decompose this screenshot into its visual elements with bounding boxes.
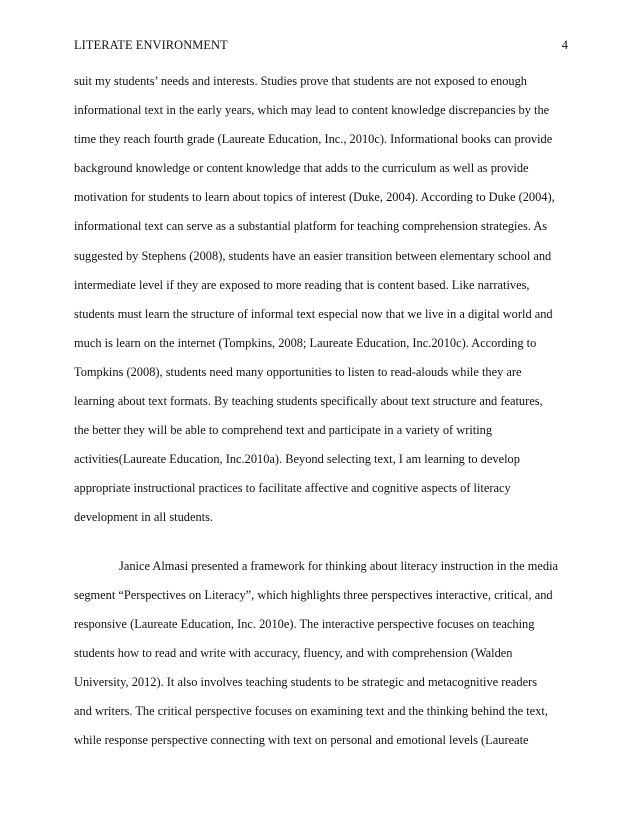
text-line: intermediate level if they are exposed to more reading that is content based. Like narratives, — [74, 277, 530, 292]
running-head: LITERATE ENVIRONMENT — [74, 38, 228, 52]
text-line: time they reach fourth grade (Laureate Education, Inc., 2010c). Informational books can provide — [74, 132, 553, 147]
paragraph-gap — [74, 533, 568, 552]
page-number: 4 — [561, 38, 568, 52]
text-line: students must learn the structure of informal text especial now that we live in a digital world and — [74, 306, 553, 321]
text-line: informational text in the early years, which may lead to content knowledge discrepancies by the — [74, 103, 550, 118]
text-line: and writers. The critical perspective focuses on examining text and the thinking behind the text, — [74, 703, 548, 718]
paragraph-1 — [74, 67, 568, 533]
text-line: learning about text formats. By teaching students specifically about text structure and features, — [74, 394, 543, 409]
text-line: informational text can serve as a substantial platform for teaching comprehension strategies. As — [74, 219, 548, 234]
text-line: background knowledge or content knowledge that adds to the curriculum as well as provide — [74, 161, 529, 176]
text-line: much is learn on the internet (Tompkins, 2008; Laureate Education, Inc.2010c). According to — [74, 335, 537, 350]
text-line: Janice Almasi presented a framework for thinking about literacy instruction in the media — [119, 558, 559, 573]
text-line: while response perspective connecting with text on personal and emotional levels (Laureate — [74, 733, 529, 748]
text-line: development in all students. — [74, 510, 214, 525]
text-line: suggested by Stephens (2008), students have an easier transition between elementary school and — [74, 248, 552, 263]
paragraph-2 — [74, 552, 568, 756]
text-line: responsive (Laureate Education, Inc. 2010e). The interactive perspective focuses on teaching — [74, 616, 535, 631]
page-header — [74, 37, 568, 53]
text-line: the better they will be able to comprehend text and participate in a variety of writing — [74, 423, 493, 438]
text-line: segment “Perspectives on Literacy”, which highlights three perspectives interactive, critical, and — [74, 587, 553, 602]
text-line: University, 2012). It also involves teaching students to be strategic and metacognitive readers — [74, 674, 538, 689]
text-line: activities(Laureate Education, Inc.2010a). Beyond selecting text, I am learning to develop — [74, 452, 520, 467]
text-line: Tompkins (2008), students need many opportunities to listen to read-alouds while they are — [74, 364, 522, 379]
text-line: appropriate instructional practices to facilitate affective and cognitive aspects of literacy — [74, 481, 511, 496]
body-text — [74, 67, 568, 755]
text-line: motivation for students to learn about topics of interest (Duke, 2004). According to Duke (2004), — [74, 190, 555, 205]
text-line: students how to read and write with accuracy, fluency, and with comprehension (Walden — [74, 645, 513, 660]
text-line: suit my students’ needs and interests. Studies prove that students are not exposed to enough — [74, 74, 527, 88]
